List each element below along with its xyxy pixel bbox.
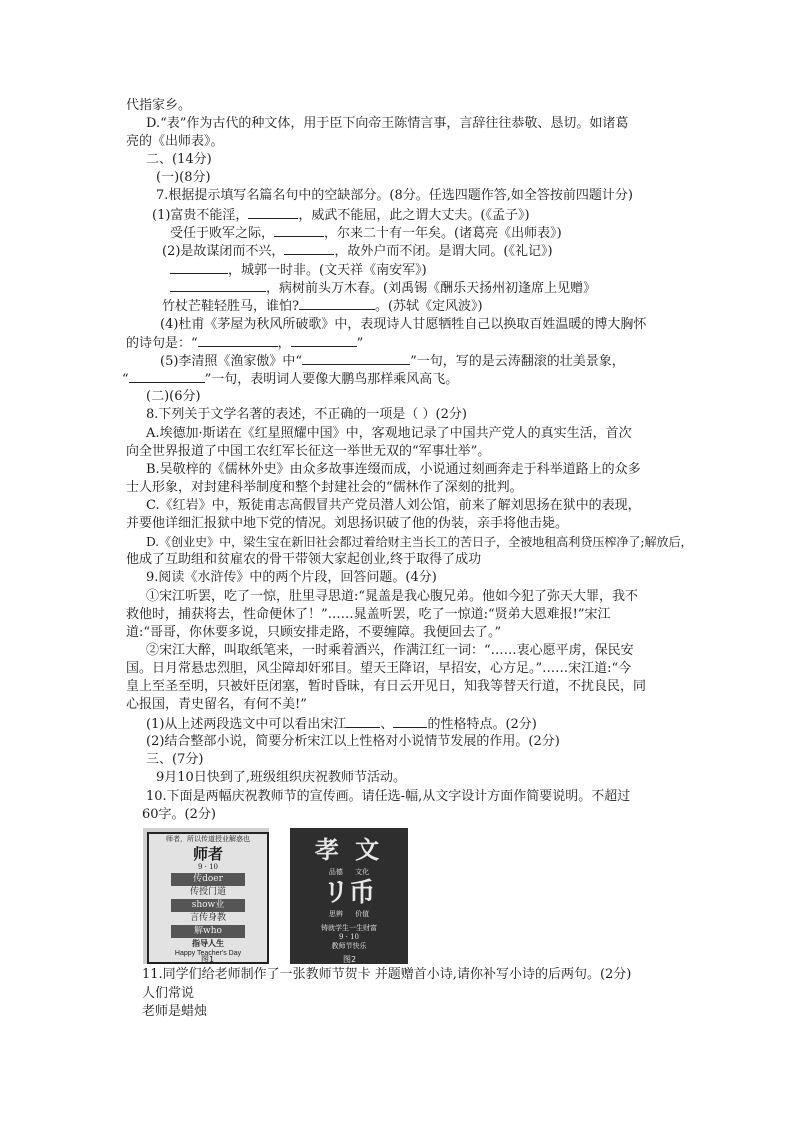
text-segment: ”一句，表明词人要像大鹏鸟那样乘风高飞。 (204, 372, 459, 387)
option-c: C.《红岩》中，叛徒甫志高假冒共产党员潜人刘公馆，前来了解刘思扬在狱中的表现， (146, 498, 641, 513)
question-7: 7.根据提示填写名篇名句中的空缺部分。(8分。任选四题作答,如全答按前四题计分) (156, 188, 633, 203)
text-segment: ”一句，写的是云涛翻滚的壮美景象， (410, 354, 625, 369)
text-line: 道:“哥哥，你休要多说，只顾安排走路，不要缠障。我便回去了。” (126, 625, 502, 640)
text-segment: ， (277, 336, 291, 351)
answer-blank[interactable] (291, 334, 357, 347)
poem-line: 老师是蜡烛 (142, 1004, 208, 1019)
text-line: 代指家乡。 (126, 98, 192, 113)
text-line: 皇上至圣至明，只被奸臣闭塞，暂时昏昧，有日云开见日，知我等替天行道，不扰良民，同 (126, 679, 647, 694)
text-line: 向全世界报道了中国工农红军长征这一举世无双的“军事壮举”。 (126, 444, 491, 459)
fill-line (122, 370, 458, 389)
text-segment: 的性格特点。(2分) (427, 717, 537, 732)
poster-subtitle: 思辨 价值 (328, 910, 370, 918)
text-segment: (1)富贵不能淫， (152, 208, 249, 223)
fill-line (170, 224, 562, 243)
section-heading: 二、(14分) (146, 152, 212, 167)
answer-blank[interactable] (284, 242, 334, 255)
text-segment: ，尔来二十有一年矣。(诸葛亮《出师表》) (324, 226, 562, 241)
text-line: 士人形象，对封建科举制度和整个封建社会的“儒林作了深刻的批判。 (126, 480, 523, 495)
figure-caption: 图2 (343, 955, 357, 964)
text-segment: 、 (380, 717, 394, 732)
poster-row: show业 (171, 899, 245, 912)
fill-line (162, 242, 553, 261)
text-segment: 受任于败军之际， (170, 226, 275, 241)
poster-title-top: 孝 文 (314, 835, 384, 864)
poster-date: 9 · 10 (338, 933, 360, 941)
text-segment: ，威武不能屈，此之谓大丈夫。(《孟子》) (298, 208, 530, 223)
poster-slogan: 铸就学生一生财富 (321, 924, 377, 932)
passage-2: ②宋江大醉，叫取纸笔来，一时乘着酒兴，作满江红一词：“……衷心愿平虏，保民安 (146, 643, 634, 658)
subsection-heading: (二)(6分) (146, 389, 201, 404)
text-segment: ，故外户而不闭。是谓大同。(《礼记》) (334, 244, 553, 259)
answer-blank[interactable] (346, 715, 380, 728)
answer-blank[interactable] (274, 224, 324, 237)
text-line: 心报国，青史留名，有何不美!” (126, 697, 307, 712)
answer-blank[interactable] (129, 370, 205, 383)
option-b: B.吴敬梓的《儒林外史》由众多故事连缀而成，小说通过刻画奔走于科举道路上的众多 (146, 462, 641, 477)
text-line: 他成了互助组和贫雇农的骨干带领大家起创业,终于取得了成功 (126, 552, 482, 567)
poster-title: 师者 (192, 845, 223, 863)
question-9: 9.阅读《水浒传》中的两个片段，回答问题。(4分) (146, 570, 437, 585)
poster-row: 传授门道 (189, 887, 226, 897)
fill-line (160, 352, 625, 371)
answer-blank[interactable] (299, 297, 375, 310)
text-line: (2)结合整部小说，简要分析宋江以上性格对小说情节发展的作用。(2分) (146, 734, 560, 749)
fill-line (126, 334, 363, 353)
text-segment: 的诗句是：“ (126, 336, 198, 351)
poster-row: 传doer (171, 873, 245, 886)
poster-header: 师者，所以传道授业解惑也 (166, 835, 250, 843)
text-line: 60字。(2分) (142, 807, 216, 822)
poem-line: 人们常说 (142, 986, 195, 1001)
answer-blank[interactable] (302, 352, 410, 365)
poster-subtitle: 品德 文化 (328, 868, 370, 876)
figure-caption: 图1 (201, 955, 215, 964)
text-segment: (5)李清照《渔家傲》中“ (160, 354, 303, 369)
answer-blank[interactable] (170, 261, 228, 274)
poster-frame (147, 832, 269, 964)
question-11: 11.同学们给老师制作了一张教师节贺卡 并题赠首小诗,请你补写小诗的后两句。(2分) (142, 967, 632, 982)
poster-image-1 (143, 828, 269, 964)
text-line: 并要他详细汇报狱中地下党的情况。刘思扬识破了他的伪装，亲手将他击毙。 (126, 516, 569, 531)
text-line: D.“表”作为古代的种文体，用于臣下向帝王陈情言事，言辞往往恭敬、恳切。如诸葛 (146, 116, 629, 131)
text-segment: “ (122, 372, 129, 387)
answer-blank[interactable] (248, 206, 298, 219)
fill-line (170, 261, 427, 280)
poster-greeting: 教师节快乐 (331, 942, 367, 950)
fill-line (146, 715, 537, 734)
poster-footer: 指导人生 (192, 938, 224, 948)
poster-row: 言传身教 (189, 913, 226, 923)
fill-line (170, 279, 596, 298)
text-segment: 竹杖芒鞋轻胜马，谁怕? (162, 299, 299, 314)
answer-blank[interactable] (170, 279, 266, 292)
poster-image-2 (290, 828, 408, 964)
poster-date: 9 · 10 (197, 863, 219, 871)
text-segment: (1)从上述两段选文中可以看出宋江 (146, 717, 347, 732)
question-10: 10.下面是两幅庆祝教师节的宣传画。请任选-幅,从文字设计方面作简要说明。不超过 (146, 789, 631, 804)
option-d: D.《创业史》中，梁生宝在新旧社会都过着给财主当长工的苦日子，全被地租高利贷压榨净了;解放后， (146, 535, 693, 549)
poster-footer-english: Happy Teacher's Day (174, 950, 242, 957)
text-line: 亮的《出师表》。 (126, 134, 224, 149)
poster-row: 解who (171, 925, 245, 938)
text-segment: ，病树前头万木春。(刘禹锡《酬乐天扬州初逢席上见赠》 (266, 281, 597, 296)
text-segment: ，城郭一时非。(文天祥《南安军》) (228, 263, 427, 278)
fill-line (152, 206, 530, 225)
passage-1: ①宋江听罢，吃了一惊，肚里寻思道:“晁盖是我心腹兄弟。他如今犯了弥天大罪，我不 (146, 589, 639, 604)
text-segment: 。(苏轼《定风波》) (374, 299, 483, 314)
question-8: 8.下列关于文学名著的表述，不正确的一项是（ ）(2分) (146, 407, 467, 422)
text-line: 救他时，捕获将去，性命便休了！”……晁盖听罢，吃了一惊道:“贤弟大恩难报!”宋江 (126, 607, 611, 622)
text-segment: (2)是故谋闭而不兴， (162, 244, 285, 259)
answer-blank[interactable] (198, 334, 278, 347)
section-heading: 三、(7分) (146, 752, 204, 767)
text-line: 9月10日快到了,班级组织庆祝教师节活动。 (156, 770, 406, 785)
fill-line: (4)杜甫《茅屋为秋风所破歌》中，表现诗人甘愿牺牲自己以换取百姓温暖的博大胸怀 (160, 317, 647, 332)
answer-blank[interactable] (393, 715, 427, 728)
text-line: 国。日月常悬忠烈胆，风尘障却奸邪目。望天王降诏，早招安，心方足。”……宋江道:“今 (126, 661, 632, 676)
option-a: A.埃德加·斯诺在《红星照耀中国》中，客观地记录了中国共产党人的真实生活，首次 (146, 426, 632, 441)
fill-line (162, 297, 483, 316)
subsection-heading: (一)(8分) (156, 170, 211, 185)
text-segment: ” (356, 336, 364, 351)
poster-title-mid: リ币 (322, 878, 375, 908)
